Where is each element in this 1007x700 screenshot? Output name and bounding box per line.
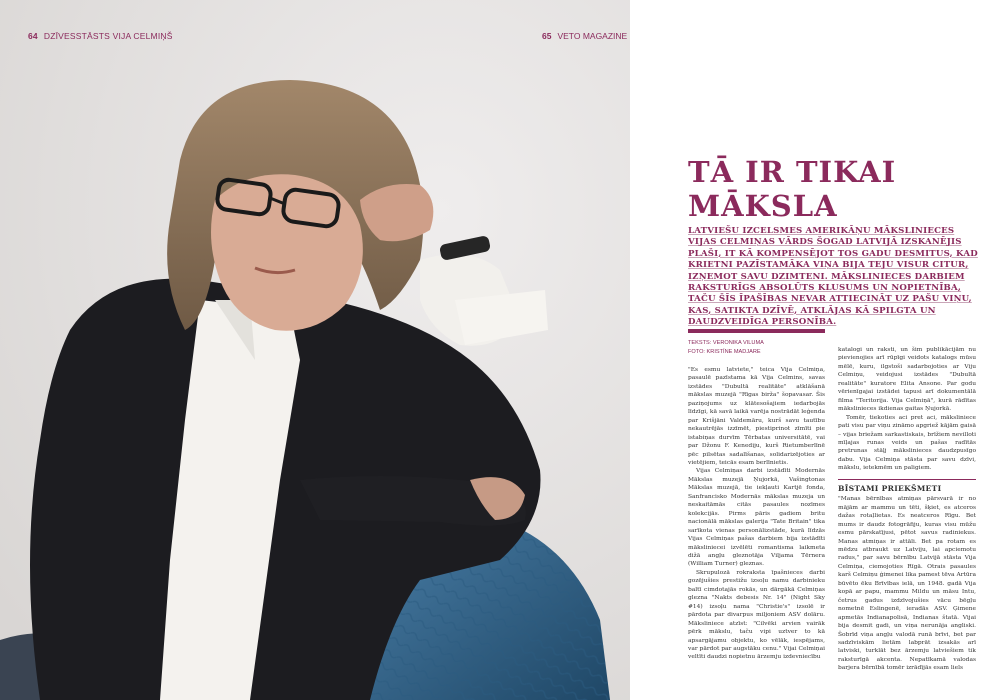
article-title <box>688 155 988 223</box>
left-folio <box>28 31 173 41</box>
body-paragraph: Skrupulozā rokraksta īpašnieces darbi gozējušies prestižu izsoļu namu darbinieku baltī cimdotajās rokās, un dārgākā Celmiņas glezna "Nakts debesis Nr. 14" (Night Sky #14) izsoļu nama "Christie's" izsolē ir pārdota par divarpus miljoniem ASV dolāru. Māksliniece atzīst: "Cilvēki arvien vairāk pērk mākslu, taču vipi uztver to kā apsargājamu objektu, ko vēlāk, iespējams, var pārdot par augstāku cenu." Vijai Celmiņai veltīti daudzi nopietnu ārzemju izdevniecību <box>688 569 825 661</box>
right-section-label: VETO MAGAZINE <box>557 31 628 41</box>
left-section-label: DZĪVESSTĀSTS VIJA CELMIŅŠ <box>43 31 173 41</box>
article-lead <box>688 226 978 329</box>
credit-divider <box>688 329 825 333</box>
body-paragraph: katalogi un raksti, un šim publikācijām nu pievienojies arī rūpīgi veidots katalogs mūsu mēlē, kuru, ilgstoši sadarbojoties ar Viju Celmiņu, veidojusi izstādes "Dubultā realitāte" kuratore Elita Ansone. Par godu vērienīgajai izstādei tapusi arī dokumentālā filma "Teritorija. Vija Celmiņā", kurā rādītas mākslinieces ikdienas gaitas Ņujorkā. <box>838 347 976 413</box>
title-line-1: TĀ IR TIKAI <box>688 155 897 189</box>
subhead-divider <box>838 479 976 480</box>
lead-text: LATVIEŠU IZCELSMES AMERIKĀŅU MĀKSLINIECES VIJAS CELMIŅAS VĀRDS ŠOGAD LATVIJĀ IZSKANĒJIS PLAŠI, IT KĀ KOMPENSĒJOT TOS GADU DESMITUS, KAD KRIETNI PAZĪSTAMĀKA VIŅA BIJA TEJU VISUR CITUR, IZŅEMOT SAVU DZIMTENI. MĀKSLINIECES DARBIEM RAKSTURĪGS ABSOLŪTS KLUSUMS UN NOPIETNĪBA, TAČU ŠĪS ĪPAŠĪBAS NEVAR ATTIECINĀT UZ PAŠU VIŅU, KAS, SATIKTA DZĪVĒ, ATKLĀJAS KĀ SPILGTA UN DAUDZVEIDĪGA PERSONĪBA. <box>688 226 978 328</box>
right-page-number: 65 <box>542 31 552 41</box>
section-subhead: BĪSTAMI PRIEKŠMETI <box>838 483 942 493</box>
title-line-2: MĀKSLA <box>688 189 838 223</box>
body-paragraph: "Manas bērnības atmiņas pārsvarā ir no mājām ar mammu un tēti, šķiet, es atceros dažas rotaļlietas. Es neatceros Rīgu. Bet mums ir daudz fotogrāfiju, kuras visu mūžu esmu pārskatījusi, pētot savus radiniekus. Manas atmiņas ir attāli. Bet pa rotam es mēdzu atbraukt uz Latviju, lai apciemotu radus," par savu bērnību Latvijā stāsta Vija Celmiņa, ciemojoties Rīgā. Otrais pasaules karš Celmiņu ģimenei lika pamest tēva Artūra būvēto ēku Brīvības ielā, un 1948. gadā Vija kopā ar papu, mammu Mildu un māsu Intu, četrus gadus izdzīvojušies vācu bēgļu nometnē Eslingenē, ieradās ASV. Ģimene apmetās Indianapolisā, Indianas štatā. Vijai bija desmit gadi, un viņa nerunāja angliski. Šobrīd viņa angļu valodā runā brīvi, bet par sadzīviskām lietām labprāt izsakās arī latviski, turklāt bez ārzemju latviešiem tik raksturīgā akcenta. Nepatīkamā valodas barjera bērnībā tomēr izrādījās esam liels <box>838 496 976 672</box>
body-paragraph: Vijas Celmiņas darbi izstādīti Modernās Mākslas muzejā Ņujorkā, Vašingtonas Mākslas muzejā, tie iekļauti Kartjē fonda, Sanfrancisko Modernās mākslas muzeja un neskaitāmās citās pasaules nozīmes kolekcijās. Pirms pāris gadiem britu nacionālā mākslas galerija "Tate Britain" tika sarīkota vienas personālizstāde, kurā līdzās Vijas Celmiņas pašas darbiem bija izstādīti māksliniecei izvēlēti romantisma laikmeta dižā angļu gleznotāja Viljama Tērnera (William Turner) gleznas. <box>688 468 825 568</box>
body-paragraph: Tomēr, tiekoties aci pret aci, māksliniece pati visu par viņu zināmo apgriež kājām gaisā – vijas briežam sarkastiskais, brīžiem nevilloti mīļajas runas veids un pašas radītās pretrunas stāļj mākslinieces daudzpusīgo dabu. Vija Celmiņa stāsta par savu dzīvi, mākslu, ietekmēm un paligiem. <box>838 414 976 472</box>
body-column-1 <box>688 366 825 662</box>
body-column-2 <box>838 346 976 673</box>
right-folio <box>542 31 627 41</box>
credit-text-author: TEKSTS: VERONIKA VILUMA <box>688 340 764 346</box>
left-page-number: 64 <box>28 31 38 41</box>
credit-photo-author: FOTO: KRISTĪNE MADJARE <box>688 349 761 355</box>
body-paragraph: "Es esmu latviete," teica Vija Celmiņa, pasaulē pazīstama kā Vija Celmins, savas izstādes "Dubultā realitāte" atklāšanā mākslas muzejā "Rīgas birža" šopavasar. Šis paziņojums uz klātesošajiem iedarbojās līdzīgi, kā savā laikā varēja nostrādāt leģenda par Krišjāni Valdemāru, kurš savu tautību nekautrējās izzīmēt, piestiprinot zīmīti pie istabiņas durvīm Tērbatas universitātē, vai par Džonu F. Kenediju, kurš Rietumberlīnē pēc pilsētas sadalīšanas, solidarizējoties ar vietējiem, teicās esam berlīnietis. <box>688 367 825 466</box>
article-credits <box>688 339 828 357</box>
